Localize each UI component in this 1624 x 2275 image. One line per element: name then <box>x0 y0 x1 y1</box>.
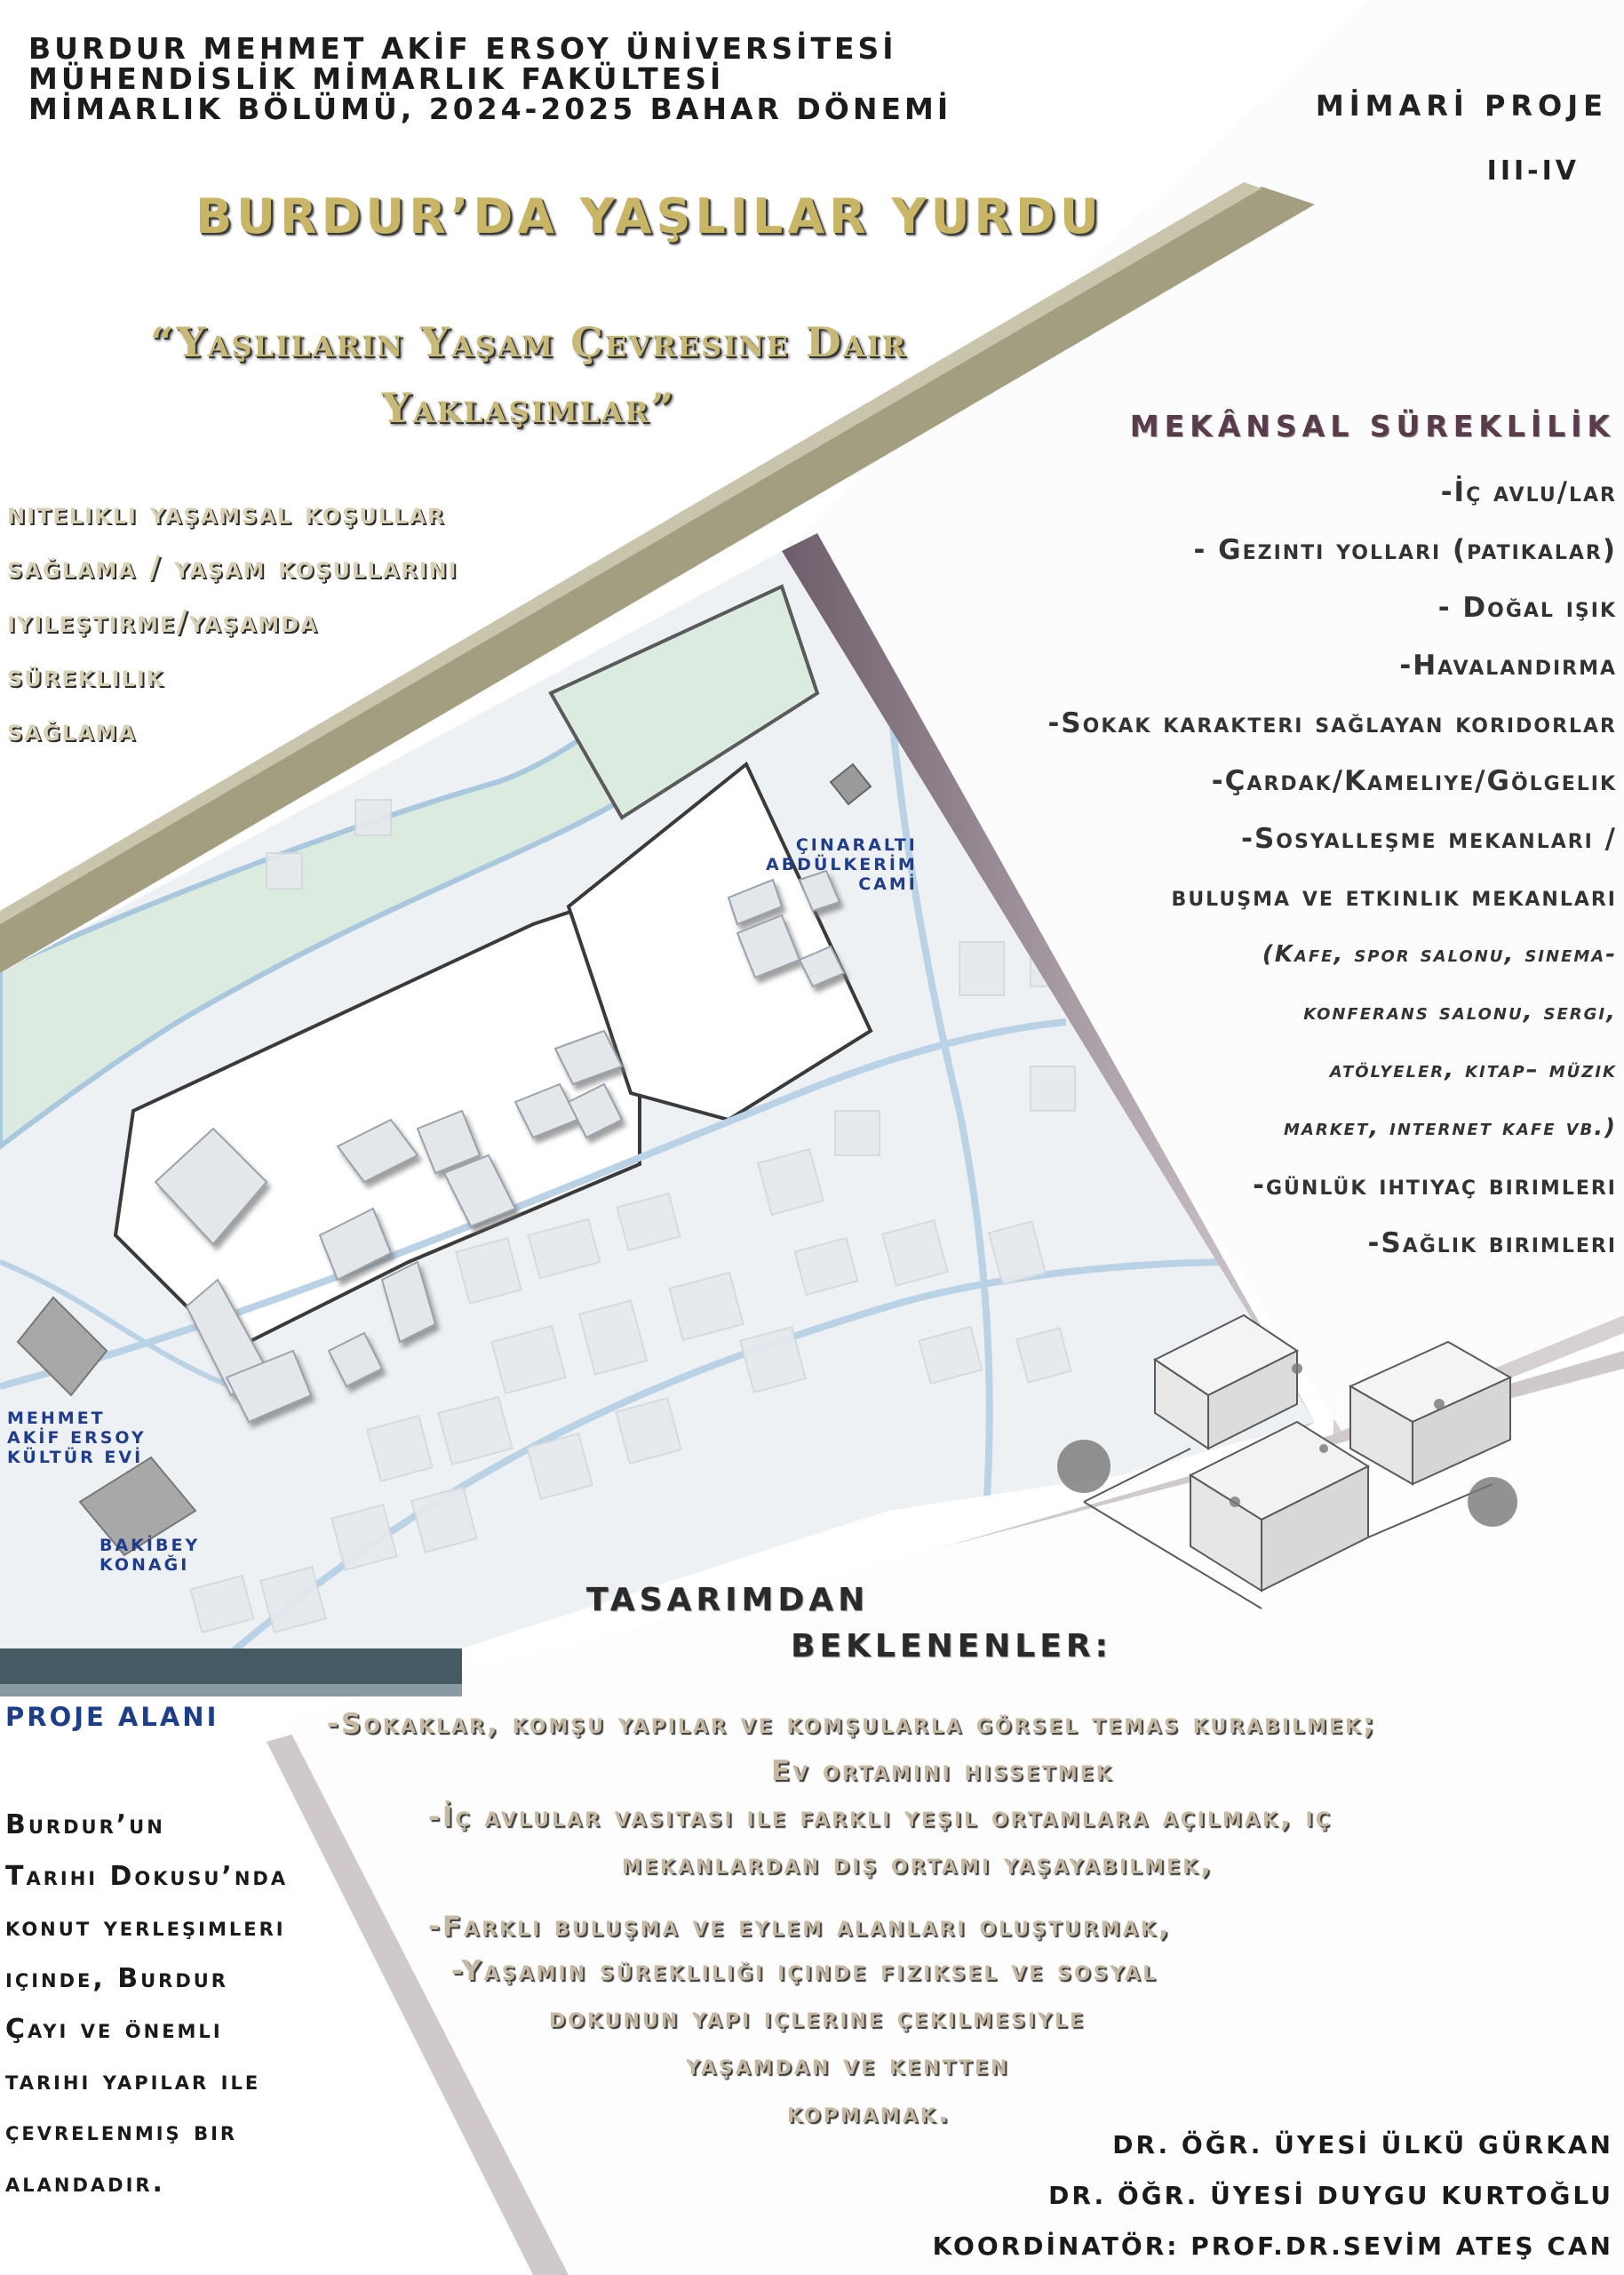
expectations-heading-1: TASARIMDAN <box>586 1582 870 1618</box>
goal-line: süreklilik <box>7 659 165 694</box>
expectation-item: Ev ortamını hissetmek <box>771 1755 1114 1787</box>
mekansal-item: -Havalandırma <box>1399 650 1617 682</box>
konak-label <box>100 1536 200 1575</box>
mekansal-item: -Sağlık birimleri <box>1367 1227 1617 1259</box>
mekansal-heading: MEKÂNSAL SÜREKLİLİK <box>1129 409 1615 443</box>
description-line: konut yerleşimleri <box>5 1912 286 1943</box>
goal-line: nitelikli yaşamsal koşullar <box>7 496 446 531</box>
kultur-evi-label <box>7 1409 147 1467</box>
subtitle-line-2: Yaklaşımlar” <box>381 384 676 432</box>
goals-list <box>7 487 458 758</box>
instructor-1: DR. ÖĞR. ÜYESİ ÜLKÜ GÜRKAN <box>1112 2130 1613 2159</box>
expectation-item: -Yaşamın sürekliliği içinde fiziksel ve sosyal <box>451 1955 1158 1987</box>
description-line: alandadır. <box>5 2167 165 2199</box>
university-header <box>28 31 952 126</box>
cami-label-line: CAMİ <box>858 874 918 894</box>
expectations-heading-2: BEKLENENLER: <box>791 1628 1112 1664</box>
mekansal-item: -Sosyalleşme mekanları / <box>1241 823 1617 855</box>
konak-label-line: BAKİBEY <box>100 1536 201 1555</box>
mekansal-item: market, internet kafe vb.) <box>1284 1114 1617 1141</box>
expectation-item: kopmamak. <box>787 2097 951 2129</box>
expectation-item: -Farklı buluşma ve eylem alanları oluşturmak, <box>428 1911 1172 1943</box>
mekansal-item: buluşma ve etkinlik mekanları <box>1171 881 1617 913</box>
cami-label-line: ÇINARALTI <box>795 835 918 855</box>
mekansal-item: -günlük ihtiyaç birimleri <box>1253 1169 1617 1201</box>
expectation-item: -Sokaklar, komşu yapılar ve komşularla görsel temas kurabilmek; <box>327 1708 1377 1740</box>
instructors <box>933 2119 1613 2271</box>
mekansal-item: -Çardak/Kameliye/Gölgelik <box>1211 765 1617 797</box>
konak-label-line: KONAĞI <box>100 1555 190 1575</box>
goal-line: iyileştirme/yaşamda <box>7 604 319 640</box>
instructor-2: DR. ÖĞR. ÜYESİ DUYGU KURTOĞLU <box>1048 2181 1613 2210</box>
page-title: BURDUR’DA YAŞLILAR YURDU <box>195 188 1103 244</box>
mekansal-item: (Kafe, spor salonu, sinema- <box>1262 941 1617 968</box>
description-line: çevrelenmiş bir <box>5 2116 238 2147</box>
project-area-description <box>5 1800 288 2208</box>
description-line: Çayı ve önemli <box>5 2014 223 2045</box>
cami-label-line: ABDÜLKERİM <box>766 855 918 874</box>
header-line-faculty: MÜHENDİSLİK MİMARLIK FAKÜLTESİ <box>28 61 725 96</box>
mekansal-item: -İç avlu/lar <box>1440 476 1617 508</box>
course-name: MİMARİ PROJE <box>1315 89 1608 123</box>
kultur-evi-label-line: AKİF ERSOY <box>7 1428 147 1448</box>
kultur-evi-label-line: MEHMET <box>7 1409 106 1428</box>
mekansal-item: -Sokak karakteri sağlayan koridorlar <box>1047 707 1617 739</box>
project-area-label: PROJE ALANI <box>5 1702 219 1732</box>
subtitle <box>44 309 1013 441</box>
mekansal-item: konferans salonu, sergi, <box>1303 999 1617 1026</box>
cami-label <box>766 835 918 894</box>
kultur-evi-label-line: KÜLTÜR EVİ <box>7 1448 144 1467</box>
subtitle-line-1: “Yaşlıların Yaşam Çevresine Dair <box>149 318 907 366</box>
course-code: III-IV <box>1486 156 1580 187</box>
header-line-university: BURDUR MEHMET AKİF ERSOY ÜNİVERSİTESİ <box>28 31 897 66</box>
goal-line: sağlama <box>7 713 137 748</box>
description-line: tarihi yapılar ile <box>5 2064 261 2096</box>
expectation-item: mekanlardan dış ortamı yaşayabilmek, <box>622 1848 1214 1880</box>
description-line: içinde, Burdur <box>5 1962 228 1994</box>
header-line-department: MİMARLIK BÖLÜMÜ, 2024-2025 BAHAR DÖNEMİ <box>28 92 952 126</box>
expectation-item: -İç avlular vasıtası ile farklı yeşil ortamlara açılmak, iç <box>428 1801 1333 1833</box>
description-line: Burdur’un <box>5 1809 165 1840</box>
mekansal-item: - Gezinti yolları (patikalar) <box>1193 534 1617 566</box>
expectation-item: yaşamdan ve kentten <box>686 2049 1010 2081</box>
coordinator: KOORDİNATÖR: PROF.DR.SEVİM ATEŞ CAN <box>932 2231 1613 2261</box>
mekansal-list <box>817 464 1617 1273</box>
mekansal-item: atölyeler, kitap– müzik <box>1329 1057 1617 1083</box>
mekansal-item: - Doğal ışık <box>1437 592 1617 624</box>
description-line: Tarihi Dokusu’nda <box>5 1860 289 1892</box>
expectation-item: dokunun yapı içlerine çekilmesiyle <box>549 2002 1087 2034</box>
goal-line: sağlama / yaşam koşullarını <box>7 550 458 586</box>
